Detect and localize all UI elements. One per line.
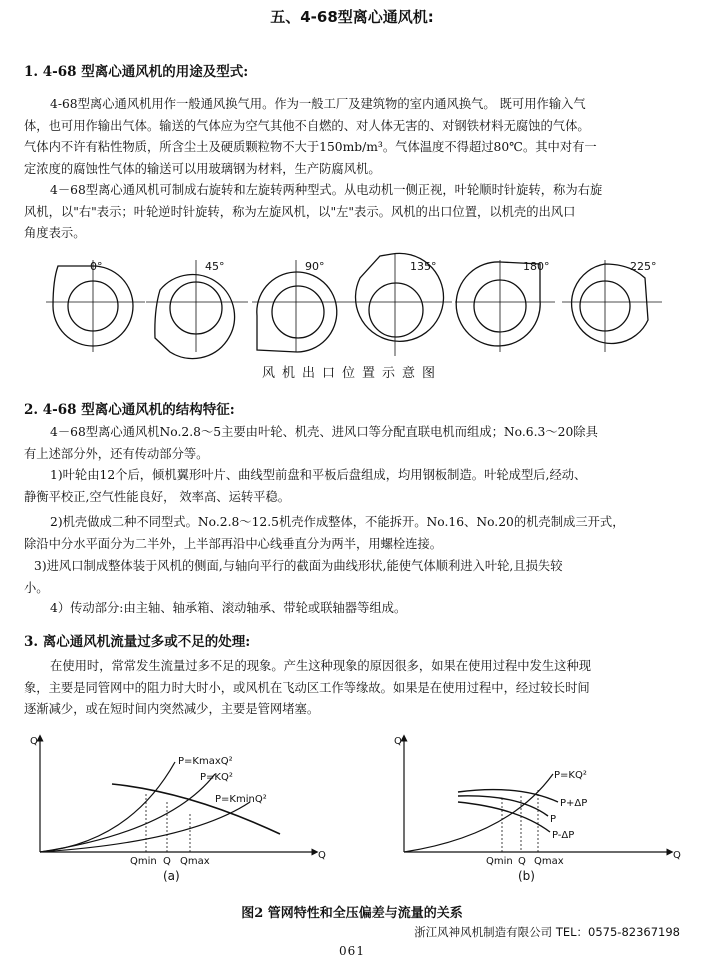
text-line: 4）传动部分:由主轴、轴承箱、滚动轴承、带轮或联轴器等组成。 <box>50 601 407 615</box>
fan-outlet-0 <box>46 260 145 352</box>
curve-label: P=KminQ² <box>215 794 267 805</box>
text-line: 除沿中分水平面分为二半外，上半部再沿中心线垂直分为两半，用螺栓连接。 <box>24 536 443 551</box>
curve-p-minus <box>458 802 550 832</box>
curve-label: P+ΔP <box>560 798 588 809</box>
section1-para1 <box>24 94 688 180</box>
section2-item4 <box>24 598 688 620</box>
curve-k <box>404 774 553 852</box>
tick-label: Q <box>163 856 171 867</box>
angle-label: 45° <box>205 260 225 273</box>
curve-label: P-ΔP <box>552 830 575 841</box>
section1-para2 <box>24 180 688 245</box>
section2-item1 <box>24 465 688 508</box>
section3-heading: 3. 离心通风机流量过多或不足的处理: <box>24 634 251 650</box>
text-line: 1)叶轮由12个后，倾机翼形叶片、曲线型前盘和平板后盘组成，均用钢板制造。叶轮成型后,经动、 <box>50 468 587 482</box>
fan-outlet-90 <box>252 260 350 352</box>
angle-label: 0° <box>90 260 103 273</box>
fan-outlet-225 <box>562 260 662 352</box>
chart-sub-label: (b) <box>518 869 535 883</box>
angle-label: 225° <box>630 260 657 273</box>
chart-b <box>388 732 688 900</box>
tick-label: Q <box>518 856 526 867</box>
text-line: 气体内不许有粘性物质，所含尘土及硬质颗粒物不大于150mb/m³。气体温度不得超过80℃。其中对有一 <box>24 140 597 154</box>
text-line: 定浓度的腐蚀性气体的输送可以用玻璃钢为材料，生产防腐风机。 <box>24 161 381 176</box>
page-number: 061 <box>339 944 365 958</box>
section2-item3 <box>24 556 688 599</box>
section2-intro <box>24 422 688 465</box>
text-line: 逐渐减少，或在短时间内突然减少，主要是管网堵塞。 <box>24 702 320 716</box>
text-line: 风机，以"右"表示；叶轮逆时针旋转，称为左旋风机，以"左"表示。风机的出口位置，以机壳的出风口 <box>24 204 576 219</box>
company-footer: 浙江风神风机制造有限公司 TEL：0575-82367198 <box>414 925 680 939</box>
text-line: 2)机壳做成二种不同型式。No.2.8～12.5机壳作成整体，不能拆开。No.16、No.20的机壳制成三开式， <box>50 515 625 529</box>
text-line: 体，也可用作输出气体。输送的气体应为空气其他不自燃的、对人体无害的、对钢铁材料无腐蚀的气体。 <box>24 118 590 133</box>
y-axis-label: Q <box>30 736 38 747</box>
y-axis-label: Q <box>394 736 402 747</box>
page-title: 五、4-68型离心通风机: <box>270 8 434 26</box>
text-line: 3)进风口制成整体装于风机的侧面,与轴向平行的截面为曲线形状,能使气体顺利进入叶轮,且损失较 <box>34 559 563 573</box>
curve-label: P=KQ² <box>200 772 233 783</box>
x-axis-label: Q <box>318 850 326 861</box>
section2-heading: 2. 4-68 型离心通风机的结构特征: <box>24 402 235 418</box>
fan-outlet-135 <box>350 253 452 356</box>
text-line: 4－68型离心通风机No.2.8～5主要由叶轮、机壳、进风口等分配直联电机而组成；No.6.3～20除具 <box>50 425 598 439</box>
text-line: 4-68型离心通风机用作一般通风换气用。作为一般工厂及建筑物的室内通风换气。 既可用作输入气 <box>50 97 586 111</box>
text-line: 小。 <box>24 580 49 595</box>
section3-para <box>24 656 688 721</box>
section1-heading: 1. 4-68 型离心通风机的用途及型式: <box>24 64 249 80</box>
section2-item2 <box>24 512 688 555</box>
fan-diagram-caption: 风机出口位置示意图 <box>261 366 442 381</box>
figure2-caption: 图2 管网特性和全压偏差与流量的关系 <box>241 906 463 921</box>
curve-label: P=KQ² <box>554 770 587 781</box>
angle-label: 180° <box>523 260 550 273</box>
angle-label: 135° <box>410 260 437 273</box>
angle-label: 90° <box>305 260 325 273</box>
chart-a <box>20 732 330 900</box>
text-line: 在使用时，常常发生流量过多不足的现象。产生这种现象的原因很多，如果在使用过程中发生这种现 <box>50 659 592 673</box>
curve-label: P=KmaxQ² <box>178 756 233 767</box>
text-line: 静衡平校正,空气性能良好， 效率高、运转平稳。 <box>24 489 291 504</box>
text-line: 角度表示。 <box>24 226 86 240</box>
fan-outlet-diagram <box>0 250 704 360</box>
chart-sub-label: (a) <box>163 869 180 883</box>
tick-label: Qmin <box>486 856 513 867</box>
text-line: 4－68型离心通风机可制成右旋转和左旋转两种型式。从电动机一侧正视，叶轮顺时针旋转，称为右旋 <box>50 183 603 197</box>
x-axis-label: Q <box>673 850 681 861</box>
curve-label: P <box>550 814 557 825</box>
text-line: 有上述部分外，还有传动部分等。 <box>24 446 209 461</box>
tick-label: Qmin <box>130 856 157 867</box>
curve-kmax <box>40 762 175 852</box>
text-line: 象，主要是同管网中的阻力时大时小，或风机在飞动区工作等缘故。如果是在使用过程中，经过较长时间 <box>24 680 590 695</box>
curve-p <box>458 796 548 816</box>
fan-outlet-180 <box>455 260 555 352</box>
tick-label: Qmax <box>534 856 564 867</box>
fan-outlet-45 <box>146 260 248 359</box>
tick-label: Qmax <box>180 856 210 867</box>
